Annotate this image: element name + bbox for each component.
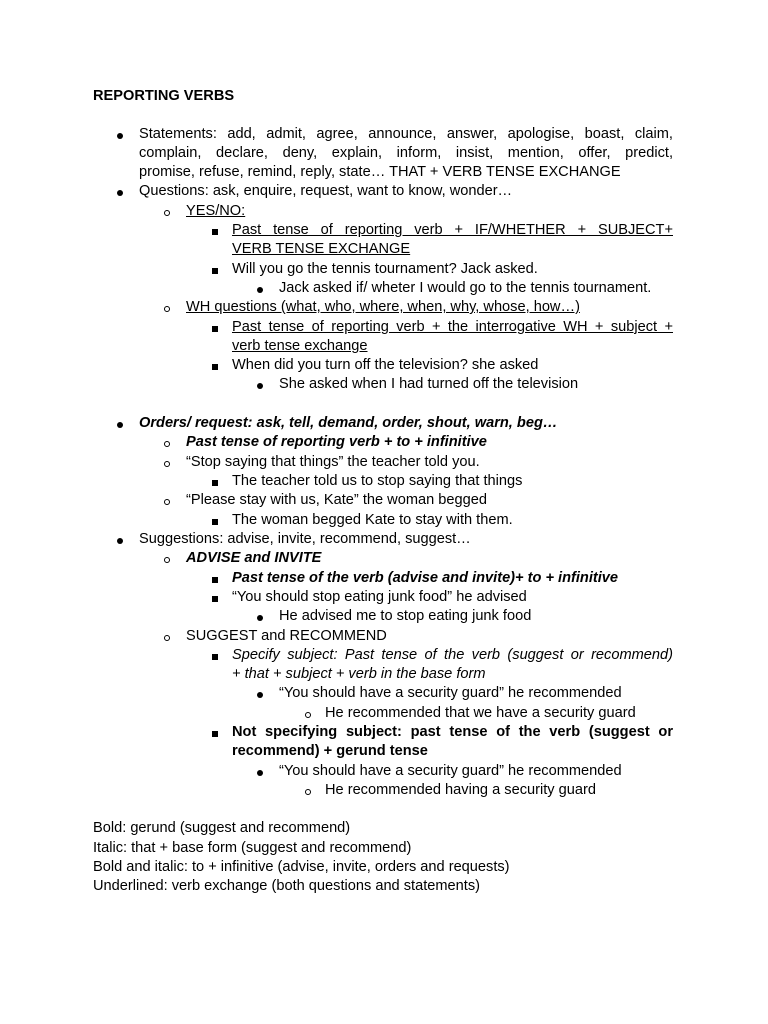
filled-square-bullet — [209, 646, 221, 665]
list-item-text: Specify subject: Past tense of the verb (suggest or recommend) — [232, 647, 673, 663]
list-item-text: Will you go the tennis tournament? Jack asked. — [232, 261, 538, 277]
list-item-text: verb tense exchange — [232, 338, 368, 354]
hollow-circle-bullet — [161, 627, 173, 646]
hollow-circle-bullet — [161, 298, 173, 317]
filled-square-bullet — [209, 569, 221, 588]
legend-line: Bold: gerund (suggest and recommend) — [93, 820, 351, 836]
list-item-text: She asked when I had turned off the television — [279, 376, 579, 392]
legend-line: Bold and italic: to + infinitive (advise, invite, orders and requests) — [93, 859, 510, 875]
list-item-text: Past tense of reporting verb + IF/WHETHER + SUBJECT+ — [232, 222, 673, 238]
list-item-text: “Please stay with us, Kate” the woman begged — [186, 492, 487, 508]
list-item-text: WH questions (what, who, where, when, why, whose, how…) — [186, 299, 580, 315]
page-title: REPORTING VERBS — [93, 88, 235, 104]
list-item-text: Not specifying subject: past tense of the verb (suggest or — [232, 724, 673, 740]
list-item-text: Statements: add, admit, agree, announce, answer, apologise, boast, claim, — [139, 126, 673, 142]
list-item-text: Past tense of reporting verb + to + infinitive — [186, 434, 487, 450]
list-item-text: “You should stop eating junk food” he advised — [232, 589, 527, 605]
hollow-circle-bullet — [161, 453, 173, 472]
list-item-text: When did you turn off the television? she asked — [232, 357, 539, 373]
list-item-text: Past tense of reporting verb + the interrogative WH + subject + — [232, 319, 673, 335]
hollow-circle-bullet — [161, 549, 173, 568]
list-item-text: + that + subject + verb in the base form — [232, 666, 486, 682]
list-item-text: “You should have a security guard” he recommended — [279, 685, 622, 701]
list-item-text: promise, refuse, remind, reply, state… THAT + VERB TENSE EXCHANGE — [139, 164, 621, 180]
filled-square-bullet — [209, 221, 221, 240]
list-item-text: complain, declare, deny, explain, inform, insist, mention, offer, predict, — [139, 145, 673, 161]
hollow-circle-bullet — [302, 781, 314, 800]
filled-square-bullet — [209, 318, 221, 337]
list-item-text: He recommended that we have a security guard — [325, 705, 636, 721]
list-item-text: SUGGEST and RECOMMEND — [186, 628, 387, 644]
filled-square-bullet — [209, 356, 221, 375]
filled-square-bullet — [209, 723, 221, 742]
filled-circle-bullet — [114, 125, 126, 144]
filled-square-bullet — [209, 472, 221, 491]
list-item-text: YES/NO: — [186, 203, 246, 219]
list-item-text: Jack asked if/ wheter I would go to the tennis tournament. — [279, 280, 652, 296]
hollow-circle-bullet — [161, 202, 173, 221]
filled-square-bullet — [209, 511, 221, 530]
filled-circle-bullet — [254, 279, 266, 298]
filled-circle-bullet — [254, 607, 266, 626]
filled-circle-bullet — [254, 375, 266, 394]
filled-circle-bullet — [114, 414, 126, 433]
list-item-text: recommend) + gerund tense — [232, 743, 428, 759]
hollow-circle-bullet — [302, 704, 314, 723]
list-item-text: “You should have a security guard” he recommended — [279, 763, 622, 779]
list-item-text: He recommended having a security guard — [325, 782, 596, 798]
list-item-text: Questions: ask, enquire, request, want to know, wonder… — [139, 183, 513, 199]
legend-line: Underlined: verb exchange (both questions and statements) — [93, 878, 480, 894]
list-item-text: Orders/ request: ask, tell, demand, order, shout, warn, beg… — [139, 415, 558, 431]
list-item-text: The teacher told us to stop saying that things — [232, 473, 523, 489]
filled-circle-bullet — [114, 182, 126, 201]
hollow-circle-bullet — [161, 491, 173, 510]
list-item-text: ADVISE and INVITE — [186, 550, 322, 566]
list-item-text: Suggestions: advise, invite, recommend, suggest… — [139, 531, 471, 547]
list-item-text: The woman begged Kate to stay with them. — [232, 512, 513, 528]
legend-line: Italic: that + base form (suggest and recommend) — [93, 840, 412, 856]
list-item-text: “Stop saying that things” the teacher told you. — [186, 454, 480, 470]
filled-circle-bullet — [254, 684, 266, 703]
filled-circle-bullet — [254, 762, 266, 781]
list-item-text: VERB TENSE EXCHANGE — [232, 241, 411, 257]
list-item-text: Past tense of the verb (advise and invite)+ to + infinitive — [232, 570, 619, 586]
filled-square-bullet — [209, 260, 221, 279]
filled-square-bullet — [209, 588, 221, 607]
filled-circle-bullet — [114, 530, 126, 549]
hollow-circle-bullet — [161, 433, 173, 452]
list-item-text: He advised me to stop eating junk food — [279, 608, 532, 624]
